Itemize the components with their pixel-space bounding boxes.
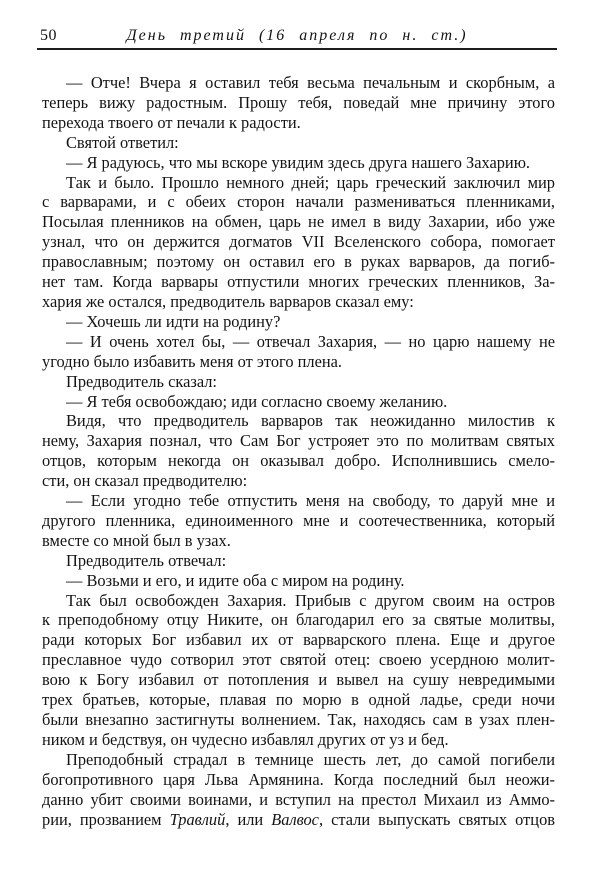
text-line: — Возьми и его, и идите оба с миром на родину. (66, 570, 405, 590)
italic-text: Травлий (169, 809, 226, 829)
running-title: День третий (16 апреля по н. ст.) (126, 27, 468, 44)
text-line: были внезапно застигнуты волнением. Так, находясь сам в узах плен- (42, 710, 555, 729)
text-line: другого пленника, единоименного мне и соотечественника, который (42, 510, 555, 530)
text-line: Святой ответил: (66, 132, 179, 152)
text-line: узнал, что он держится догматов VII Вселенского собора, помогает (42, 232, 555, 252)
text-line: угодно было избавить меня от этого плена. (42, 351, 343, 371)
text-line: Так был освобожден Захария. Прибыв с другом своим на остров (66, 590, 555, 610)
text-line: нему, Захария познал, что Сам Бог устрояет это по молитвам святых (42, 431, 555, 451)
text-line: данно убит своими воинами, и вступил на престол Михаил из Аммо- (42, 789, 555, 809)
text-line: Преподобный страдал в темнице шесть лет, до самой погибели (66, 749, 555, 769)
text-line: теперь вижу радостным. Прошу тебя, поведай мне причину этого (42, 92, 555, 112)
text-line: — Хочешь ли идти на родину? (66, 311, 281, 331)
text-line: — И очень хотел бы, — отвечал Захария, — но царю нашему не (66, 331, 555, 351)
plain-text: , или (225, 809, 272, 829)
text-line: нет там. Когда варвары отпустили многих греческих пленников, За- (42, 272, 555, 292)
text-line: хария же остался, предводитель варваров сказал ему: (42, 291, 414, 311)
text-line: преславное чудо сотворил этот святой отец: своею усердною молит- (42, 650, 555, 670)
text-line: Видя, что предводитель варваров так неожиданно милостив к (66, 411, 555, 431)
text-line: Посылая пленников на обмен, царь не имел в виду Захарии, ибо уже (42, 212, 555, 232)
text-line: отцов, которым некогда он оказывал добро. Исполнившись смело- (42, 451, 555, 471)
italic-text: Валвос (271, 809, 319, 829)
text-line: перехода твоего от печали к радости. (42, 112, 301, 132)
text-line: Предводитель сказал: (66, 371, 217, 391)
text-line: — Я радуюсь, что мы вскоре увидим здесь друга нашего Захарию. (66, 152, 531, 172)
text-line: богопротивного царя Льва Армянина. Когда последний был неожи- (42, 769, 555, 789)
text-line: — Если угодно тебе отпустить меня на свободу, то даруй мне и (66, 491, 555, 511)
text-line: — Отче! Вчера я оставил тебя весьма печальным и скорбным, а (66, 73, 555, 92)
page-body (42, 73, 555, 829)
text-line: Так и было. Прошло немного дней; царь греческий заключил мир (66, 172, 555, 192)
text-line: — Я тебя освобождаю; иди согласно своему желанию. (66, 391, 448, 411)
plain-text: , стали выпускать святых отцов (318, 809, 555, 829)
text-line (42, 810, 555, 830)
text-line: к преподобному отцу Никите, он благодарил его за святые молитвы, (42, 610, 555, 630)
text-line: вместе со мной был в узах. (42, 530, 231, 550)
text-line: с варварами, и с обеих сторон начали размениваться пленниками, (42, 192, 555, 212)
text-line: ником и бедствуя, он чудесно избавлял других от уз и бед. (42, 729, 449, 749)
text-line: православным; поэтому он оставил его в руках варваров, да погиб- (42, 252, 555, 272)
page-header (37, 26, 557, 48)
text-line: сти, он сказал предводителю: (42, 471, 248, 491)
header-rule (37, 48, 557, 50)
text-line: вою к Богу избавил от потопления и вывел на сушу невредимыми (42, 670, 555, 690)
text-line: трех братьев, которые, плавая по морю в одной ладье, среди ночи (42, 690, 555, 710)
plain-text: рии, прозванием (42, 809, 170, 829)
text-line: Предводитель отвечал: (66, 550, 227, 570)
text-line: ради которых Бог избавил их от варварского плена. Еще и другое (42, 630, 555, 650)
page-number: 50 (40, 27, 57, 44)
